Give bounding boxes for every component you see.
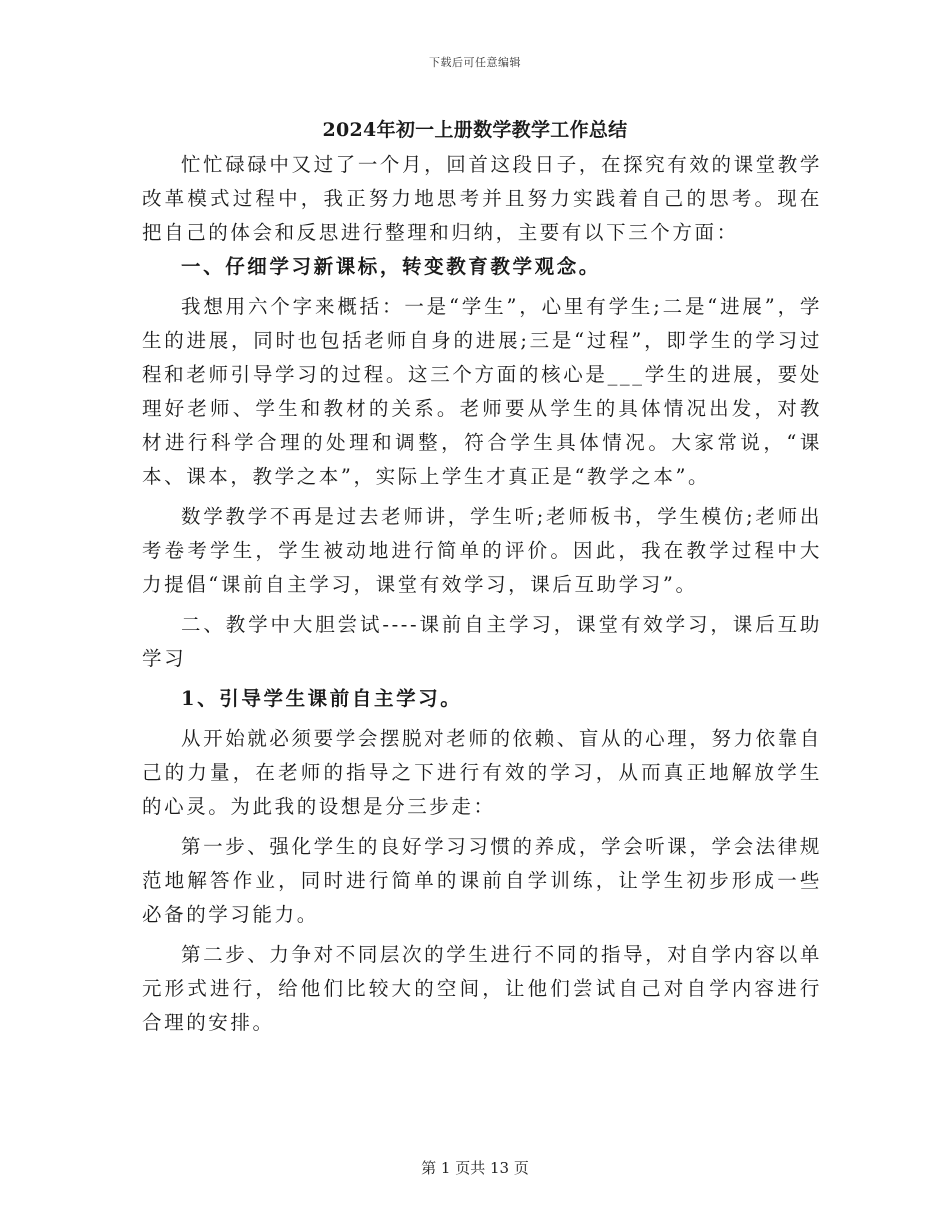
document-title: 2024年初一上册数学教学工作总结 — [322, 119, 628, 141]
page-footer: 第 1 页共 13 页 — [421, 1159, 529, 1177]
paragraph-intro: 忙忙碌碌中又过了一个月，回首这段日子，在探究有效的课堂教学改革模式过程中，我正努力地思考并且努力实践着自己的思考。现在把自己的体会和反思进行整理和归纳，主要有以下三个方面： — [142, 153, 822, 244]
subsection-heading-1: 1、引导学生课前自主学习。 — [181, 687, 463, 710]
paragraph-self-study: 从开始就必须要学会摆脱对老师的依赖、盲从的心理，努力依靠自己的力量，在老师的指导之下进行有效的学习，从而真正地解放学生的心灵。为此我的设想是分三步走： — [142, 727, 822, 818]
section-heading-1: 一、仔细学习新课标，转变教育教学观念。 — [181, 255, 601, 278]
paragraph-six-words: 我想用六个字来概括：一是“学生”，心里有学生;二是“进展”，学生的进展，同时也包括老师自身的进展;三是“过程”，即学生的学习过程和老师引导学习的过程。这三个方面的核心是___学生的进展，要处理好老师、学生和教材的关系。老师要从学生的具体情况出发，对教材进行科学合理的处理和调整，符合学生具体情况。大家常说，“课本、课本，教学之本”，实际上学生才真正是“教学之本”。 — [142, 295, 822, 488]
document-body — [142, 148, 822, 1040]
section-heading-2: 二、教学中大胆尝试----课前自主学习，课堂有效学习，课后互助学习 — [142, 613, 822, 670]
header-note: 下载后可任意编辑 — [429, 56, 521, 69]
paragraph-step-two: 第二步、力争对不同层次的学生进行不同的指导，对自学内容以单元形式进行，给他们比较大的空间，让他们尝试自己对自学内容进行合理的安排。 — [142, 943, 822, 1034]
paragraph-teaching-change: 数学教学不再是过去老师讲，学生听;老师板书，学生模仿;老师出考卷考学生，学生被动地进行简单的评价。因此，我在教学过程中大力提倡“课前自主学习，课堂有效学习，课后互助学习”。 — [142, 505, 822, 596]
paragraph-step-one: 第一步、强化学生的良好学习习惯的养成，学会听课，学会法律规范地解答作业，同时进行简单的课前自学训练，让学生初步形成一些必备的学习能力。 — [142, 835, 822, 926]
